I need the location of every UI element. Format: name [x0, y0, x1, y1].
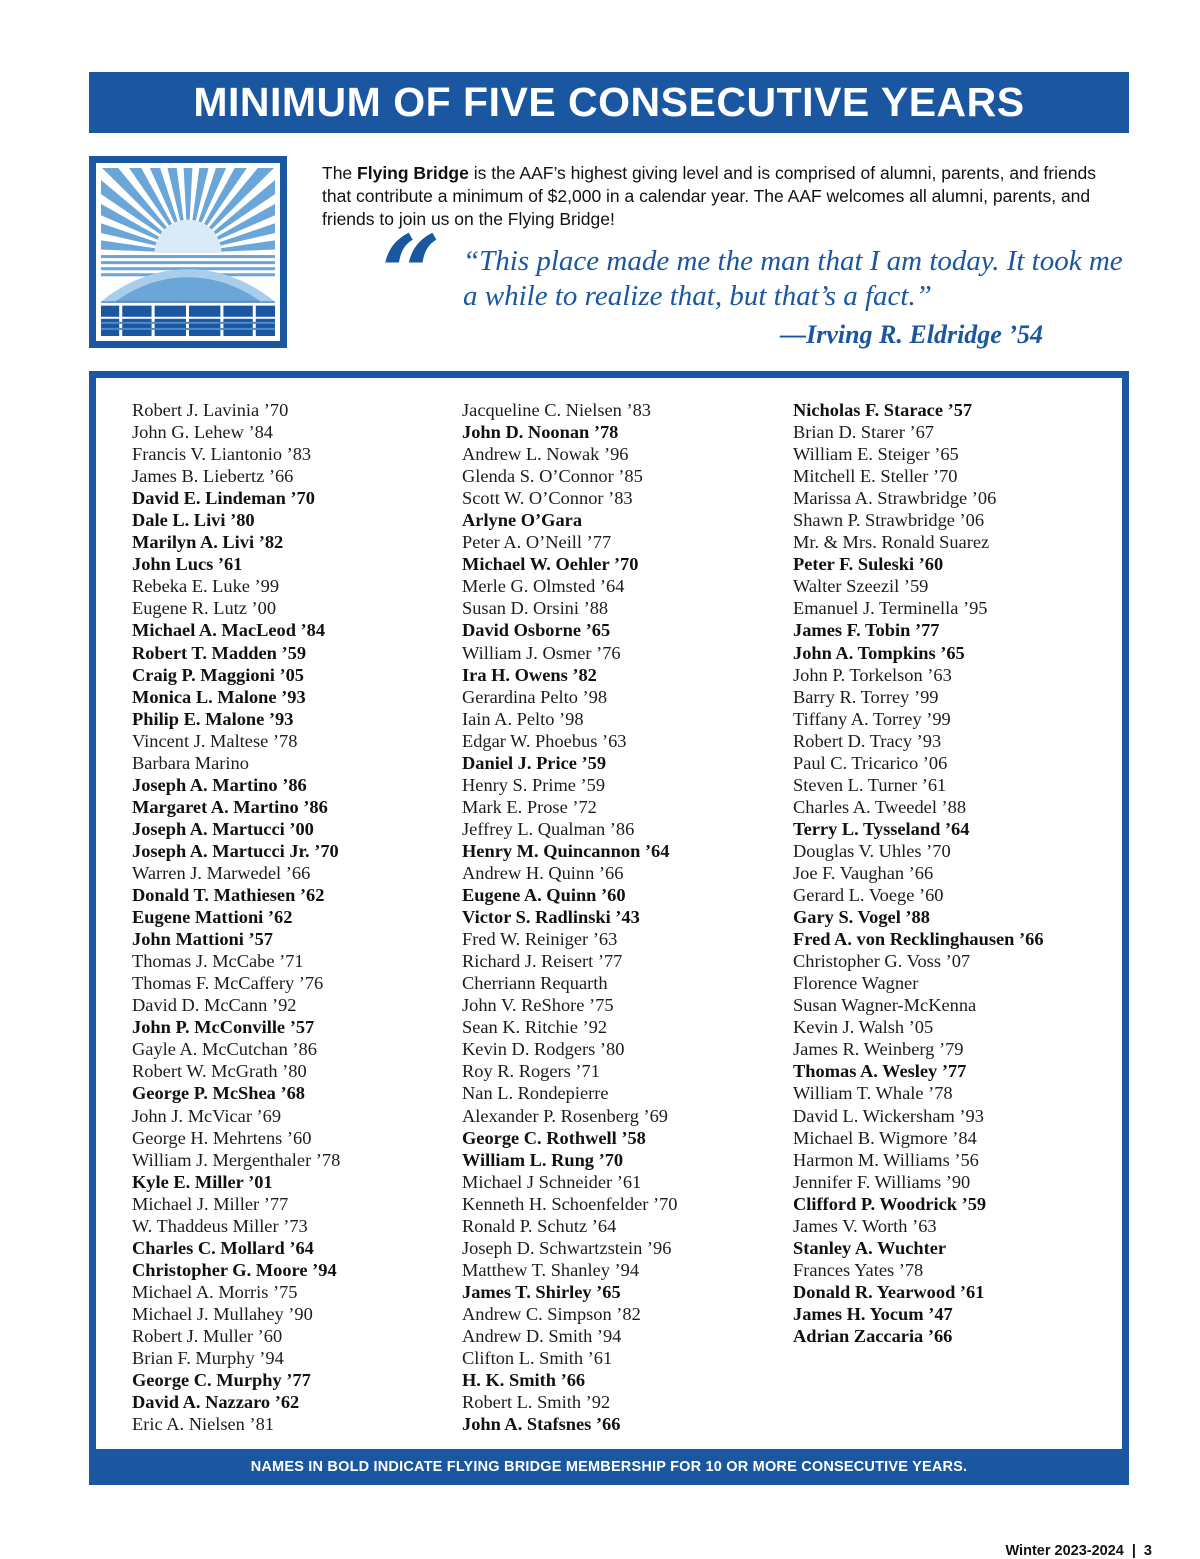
name-entry: John V. ReShore ’75: [462, 995, 614, 1016]
bold-names-footnote: NAMES IN BOLD INDICATE FLYING BRIDGE MEMBERSHIP FOR 10 OR MORE CONSECUTIVE YEARS.: [96, 1449, 1122, 1485]
names-list-panel: [89, 371, 1129, 1485]
intro-paragraph: [322, 162, 1122, 231]
name-entry: Nicholas F. Starace ’57: [793, 400, 973, 420]
name-entry: George C. Murphy ’77: [132, 1370, 311, 1391]
name-entry: Gayle A. McCutchan ’86: [132, 1039, 317, 1060]
name-entry: Daniel J. Price ’59: [462, 752, 607, 773]
name-entry: Cherriann Requarth: [462, 973, 608, 994]
names-column-3: [793, 399, 1044, 1347]
name-entry: Joseph A. Martucci Jr. ’70: [132, 840, 339, 861]
name-entry: David A. Nazzaro ’62: [132, 1392, 300, 1413]
name-entry: Jeffrey L. Qualman ’86: [462, 818, 635, 839]
name-entry: Ronald P. Schutz ’64: [462, 1215, 617, 1236]
name-entry: Robert J. Lavinia ’70: [132, 400, 289, 420]
name-entry: Francis V. Liantonio ’83: [132, 444, 312, 465]
name-entry: Charles C. Mollard ’64: [132, 1237, 314, 1258]
name-entry: Eric A. Nielsen ’81: [132, 1414, 274, 1435]
name-entry: H. K. Smith ’66: [462, 1370, 586, 1391]
page-number: 3: [1143, 1543, 1152, 1559]
name-entry: George H. Mehrtens ’60: [132, 1127, 312, 1148]
name-entry: Michael A. Morris ’75: [132, 1281, 298, 1302]
name-entry: Brian F. Murphy ’94: [132, 1348, 284, 1369]
name-entry: Paul C. Tricarico ’06: [793, 752, 948, 773]
name-entry: Merle G. Olmsted ’64: [462, 576, 625, 597]
name-entry: Kenneth H. Schoenfelder ’70: [462, 1193, 678, 1214]
name-entry: Stanley A. Wuchter: [793, 1237, 947, 1258]
name-entry: James H. Yocum ’47: [793, 1303, 953, 1324]
name-entry: David E. Lindeman ’70: [132, 488, 315, 509]
name-entry: Rebeka E. Luke ’99: [132, 576, 280, 597]
page-footer: [1006, 1543, 1153, 1559]
name-entry: Ira H. Owens ’82: [462, 664, 597, 685]
name-entry: Adrian Zaccaria ’66: [793, 1325, 953, 1346]
name-entry: Roy R. Rogers ’71: [462, 1061, 600, 1082]
name-entry: Joseph A. Martino ’86: [132, 774, 307, 795]
name-entry: Florence Wagner: [793, 973, 919, 994]
name-entry: Robert T. Madden ’59: [132, 642, 307, 663]
name-entry: Peter A. O’Neill ’77: [462, 532, 612, 553]
name-entry: David Osborne ’65: [462, 620, 611, 641]
name-entry: Arlyne O’Gara: [462, 510, 583, 531]
name-entry: Richard J. Reisert ’77: [462, 951, 623, 972]
name-entry: Robert J. Muller ’60: [132, 1325, 283, 1346]
name-entry: Alexander P. Rosenberg ’69: [462, 1105, 669, 1126]
name-entry: John A. Stafsnes ’66: [462, 1414, 621, 1435]
name-entry: Scott W. O’Connor ’83: [462, 488, 633, 509]
name-entry: Michael A. MacLeod ’84: [132, 620, 326, 641]
quote-text: “This place made me the man that I am today. It took me a while to realize that, but that’s a fact.”: [463, 245, 1123, 312]
name-entry: Michael J. Mullahey ’90: [132, 1303, 313, 1324]
name-entry: James F. Tobin ’77: [793, 620, 940, 641]
name-entry: Gary S. Vogel ’88: [793, 907, 930, 928]
name-entry: Andrew L. Nowak ’96: [462, 444, 629, 465]
name-entry: Michael B. Wigmore ’84: [793, 1127, 977, 1148]
name-entry: Douglas V. Uhles ’70: [793, 840, 951, 861]
names-column-2: [462, 399, 678, 1435]
name-entry: Charles A. Tweedel ’88: [793, 796, 967, 817]
name-entry: Mitchell E. Steller ’70: [793, 466, 958, 487]
name-entry: Victor S. Radlinski ’43: [462, 907, 640, 928]
name-entry: Peter F. Suleski ’60: [793, 554, 944, 575]
name-entry: Margaret A. Martino ’86: [132, 796, 328, 817]
name-entry: James T. Shirley ’65: [462, 1281, 621, 1302]
name-entry: Kevin D. Rodgers ’80: [462, 1039, 625, 1060]
name-entry: Clifton L. Smith ’61: [462, 1348, 613, 1369]
name-entry: John Mattioni ’57: [132, 929, 274, 950]
name-entry: Joseph D. Schwartzstein ’96: [462, 1237, 672, 1258]
name-entry: Mark E. Prose ’72: [462, 796, 597, 817]
name-entry: Christopher G. Voss ’07: [793, 951, 971, 972]
quote-mark-icon: “: [381, 212, 441, 335]
name-entry: William J. Mergenthaler ’78: [132, 1149, 341, 1170]
name-entry: Gerardina Pelto ’98: [462, 686, 608, 707]
flying-bridge-logo: [89, 156, 287, 348]
name-entry: Henry M. Quincannon ’64: [462, 840, 670, 861]
name-entry: Monica L. Malone ’93: [132, 686, 306, 707]
name-entry: Christopher G. Moore ’94: [132, 1259, 337, 1280]
name-entry: Eugene R. Lutz ’00: [132, 598, 277, 619]
name-entry: Andrew H. Quinn ’66: [462, 862, 624, 883]
name-entry: Thomas J. McCabe ’71: [132, 951, 304, 972]
name-entry: Harmon M. Williams ’56: [793, 1149, 979, 1170]
name-entry: William L. Rung ’70: [462, 1149, 624, 1170]
name-entry: Philip E. Malone ’93: [132, 708, 294, 729]
name-entry: Fred W. Reiniger ’63: [462, 929, 618, 950]
name-entry: Eugene A. Quinn ’60: [462, 885, 626, 906]
quote-attribution: —Irving R. Eldridge ’54: [780, 320, 1043, 349]
name-entry: Donald T. Mathiesen ’62: [132, 885, 325, 906]
name-entry: Andrew D. Smith ’94: [462, 1325, 622, 1346]
name-entry: Robert L. Smith ’92: [462, 1392, 611, 1413]
name-entry: Edgar W. Phoebus ’63: [462, 730, 627, 751]
name-entry: Andrew C. Simpson ’82: [462, 1303, 641, 1324]
name-entry: Tiffany A. Torrey ’99: [793, 708, 951, 729]
name-entry: James R. Weinberg ’79: [793, 1039, 964, 1060]
name-entry: Emanuel J. Terminella ’95: [793, 598, 988, 619]
name-entry: Michael J. Miller ’77: [132, 1193, 289, 1214]
name-entry: W. Thaddeus Miller ’73: [132, 1215, 308, 1236]
name-entry: Barbara Marino: [132, 752, 249, 773]
name-entry: Glenda S. O’Connor ’85: [462, 466, 643, 487]
name-entry: Walter Szeezil ’59: [793, 576, 929, 597]
name-entry: Nan L. Rondepierre: [462, 1083, 609, 1104]
name-entry: Shawn P. Strawbridge ’06: [793, 510, 985, 531]
name-entry: Brian D. Starer ’67: [793, 422, 934, 443]
name-entry: Matthew T. Shanley ’94: [462, 1259, 640, 1280]
name-entry: William T. Whale ’78: [793, 1083, 953, 1104]
name-entry: John A. Tompkins ’65: [793, 642, 965, 663]
name-entry: James B. Liebertz ’66: [132, 466, 294, 487]
banner-title: MINIMUM OF FIVE CONSECUTIVE YEARS: [193, 79, 1025, 125]
name-entry: Marissa A. Strawbridge ’06: [793, 488, 997, 509]
name-entry: William E. Steiger ’65: [793, 444, 959, 465]
name-entry: James V. Worth ’63: [793, 1215, 937, 1236]
name-entry: Vincent J. Maltese ’78: [132, 730, 298, 751]
intro-name-bold: Flying Bridge: [357, 163, 469, 183]
name-entry: William J. Osmer ’76: [462, 642, 621, 663]
name-entry: John J. McVicar ’69: [132, 1105, 282, 1126]
name-entry: David D. McCann ’92: [132, 995, 297, 1016]
name-entry: George C. Rothwell ’58: [462, 1127, 646, 1148]
intro-body: is the AAF’s highest giving level and is comprised of alumni, parents, and friends that contribute a minimum of $2,000 in a calendar year. The AAF welcomes all alumni, parents, and friends to join us on the Flying Bridge!: [322, 163, 1096, 229]
name-entry: Clifford P. Woodrick ’59: [793, 1193, 987, 1214]
name-entry: Craig P. Maggioni ’05: [132, 664, 304, 685]
name-entry: John P. McConville ’57: [132, 1017, 315, 1038]
name-entry: John D. Noonan ’78: [462, 422, 619, 443]
name-entry: David L. Wickersham ’93: [793, 1105, 984, 1126]
name-entry: Mr. & Mrs. Ronald Suarez: [793, 532, 990, 553]
name-entry: Warren J. Marwedel ’66: [132, 862, 311, 883]
section-banner: [89, 72, 1129, 133]
name-entry: Thomas A. Wesley ’77: [793, 1061, 967, 1082]
name-entry: Jacqueline C. Nielsen ’83: [462, 400, 651, 420]
name-entry: Terry L. Tysseland ’64: [793, 818, 970, 839]
name-entry: Joe F. Vaughan ’66: [793, 862, 934, 883]
intro-lead: The: [322, 163, 358, 183]
name-entry: Henry S. Prime ’59: [462, 774, 606, 795]
name-entry: George P. McShea ’68: [132, 1083, 305, 1104]
name-entry: Dale L. Livi ’80: [132, 510, 255, 531]
name-entry: Barry R. Torrey ’99: [793, 686, 939, 707]
sunrise-bridge-icon: [101, 168, 275, 336]
name-entry: Steven L. Turner ’61: [793, 774, 947, 795]
name-entry: Gerard L. Voege ’60: [793, 885, 944, 906]
name-entry: John G. Lehew ’84: [132, 422, 273, 443]
name-entry: Marilyn A. Livi ’82: [132, 532, 284, 553]
names-column-1: [132, 399, 340, 1435]
name-entry: Fred A. von Recklinghausen ’66: [793, 929, 1044, 950]
name-entry: John P. Torkelson ’63: [793, 664, 952, 685]
name-entry: Robert D. Tracy ’93: [793, 730, 942, 751]
name-entry: Michael J Schneider ’61: [462, 1171, 642, 1192]
name-entry: Iain A. Pelto ’98: [462, 708, 584, 729]
name-entry: Thomas F. McCaffery ’76: [132, 973, 324, 994]
name-entry: Frances Yates ’78: [793, 1259, 924, 1280]
name-entry: Jennifer F. Williams ’90: [793, 1171, 971, 1192]
issue-label: Winter 2023-2024: [1005, 1543, 1124, 1559]
footer-separator: |: [1131, 1543, 1136, 1559]
name-entry: Robert W. McGrath ’80: [132, 1061, 307, 1082]
name-entry: Joseph A. Martucci ’00: [132, 818, 314, 839]
name-entry: Kyle E. Miller ’01: [132, 1171, 273, 1192]
name-entry: Sean K. Ritchie ’92: [462, 1017, 608, 1038]
name-entry: Susan Wagner-McKenna: [793, 995, 977, 1016]
name-entry: Susan D. Orsini ’88: [462, 598, 609, 619]
name-entry: Kevin J. Walsh ’05: [793, 1017, 934, 1038]
name-entry: Donald R. Yearwood ’61: [793, 1281, 985, 1302]
name-entry: John Lucs ’61: [132, 554, 243, 575]
name-entry: Michael W. Oehler ’70: [462, 554, 639, 575]
name-entry: Eugene Mattioni ’62: [132, 907, 293, 928]
